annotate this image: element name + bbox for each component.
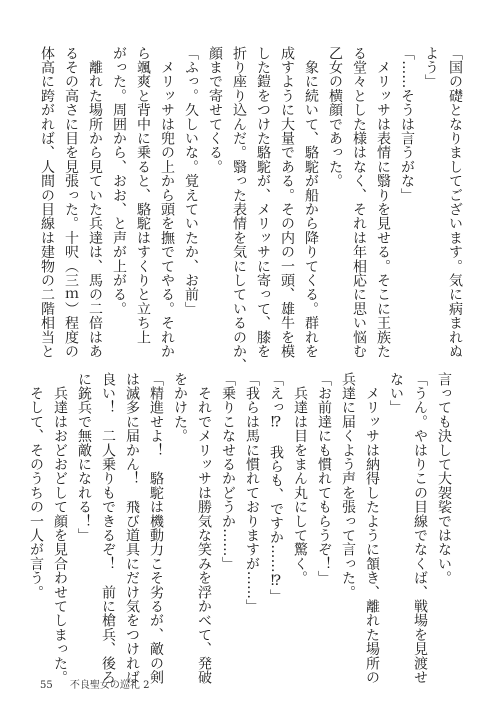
text-line: 象に続いて、駱駝が船から降りてくる。群れを bbox=[303, 46, 319, 359]
text-line: るその高さに目を見張った。十呎（三ｍ）程度の bbox=[63, 46, 79, 359]
text-line: 乙女の横顔であった。 bbox=[327, 46, 343, 188]
text-line: がった。周囲から、おお、と声が上がる。 bbox=[111, 46, 127, 316]
text-block-bottom bbox=[24, 372, 456, 685]
text-line: 言っても決して大袈裟ではない。 bbox=[436, 372, 452, 585]
text-line: 「……そうは言うがな」 bbox=[399, 46, 415, 203]
text-line: ら颯爽と背中に乗ると、駱駝はすくりと立ち上 bbox=[135, 46, 151, 345]
page-number: 55 bbox=[40, 680, 53, 691]
text-line: メリッサは兜の上から頭を撫でてやる。それか bbox=[159, 46, 175, 359]
text-line: 折り座り込んだ。翳った表情を気にしているのか、 bbox=[231, 46, 247, 373]
text-line: 顔まで寄せてくる。 bbox=[207, 46, 223, 174]
text-line: 「我らは馬に慣れておりますが……」 bbox=[244, 372, 260, 614]
text-line: よう」 bbox=[423, 46, 439, 89]
text-line: 「ふっ。久しいな。覚えていたか、お前」 bbox=[183, 46, 199, 316]
text-line: 「お前達にも慣れてもらうぞ！」 bbox=[316, 372, 332, 585]
text-line: した鎧をつけた駱駝が、メリッサに寄って、膝を bbox=[255, 46, 271, 359]
text-line: ない」 bbox=[388, 372, 404, 415]
text-line: 兵達に届くよう声を張って言った。 bbox=[340, 372, 356, 600]
text-line: 「国の礎となりましてございます。気に病まれぬ bbox=[447, 46, 463, 359]
text-line: る堂々とした様はなく、それは年相応に思い悩む bbox=[351, 46, 367, 359]
text-line: は滅多に届かん！ 飛び道具にだけ気をつければ bbox=[124, 372, 140, 685]
text-line: メリッサは表情に翳りを見せる。そこに王族た bbox=[375, 46, 391, 359]
text-line: 成すように大量である。その内の一頭、雄牛を模 bbox=[279, 46, 295, 359]
text-line: 「精進せよ！ 駱駝は機動力こそ劣るが、敵の剣 bbox=[148, 372, 164, 685]
text-line: 「うん。やはりこの目線でなくば、戦場を見渡せ bbox=[412, 372, 428, 685]
text-line: 離れた場所から見ていた兵達は、馬の二倍はあ bbox=[87, 46, 103, 359]
text-line: 体高に跨がれば、人間の目線は建物の二階相当と bbox=[39, 46, 55, 359]
text-line: 「えっ⁉ 我らも、ですか……⁉」 bbox=[268, 372, 284, 604]
text-line: に銃兵で無敵になれる！」 bbox=[76, 372, 92, 543]
book-title: 不良聖女の巡礼 2 bbox=[69, 680, 150, 691]
text-line: そして、そのうちの一人が言う。 bbox=[28, 372, 44, 600]
text-line: 兵達は目をまん丸にして驚く。 bbox=[292, 372, 308, 585]
text-line: 「乗りこなせるかどうか……」 bbox=[220, 372, 236, 571]
text-line: 良い！ 二人乗りもできるぞ！ 前に槍兵、後ろ bbox=[100, 372, 116, 685]
text-line: それでメリッサは勝気な笑みを浮かべて、発破 bbox=[196, 372, 212, 685]
text-block-top bbox=[35, 46, 467, 373]
text-line: メリッサは納得したように頷き、離れた場所の bbox=[364, 372, 380, 685]
page-footer bbox=[40, 676, 149, 691]
text-line: をかけた。 bbox=[172, 372, 188, 443]
text-line: 兵達はおどおどして顔を見合わせてしまった。 bbox=[52, 372, 68, 685]
